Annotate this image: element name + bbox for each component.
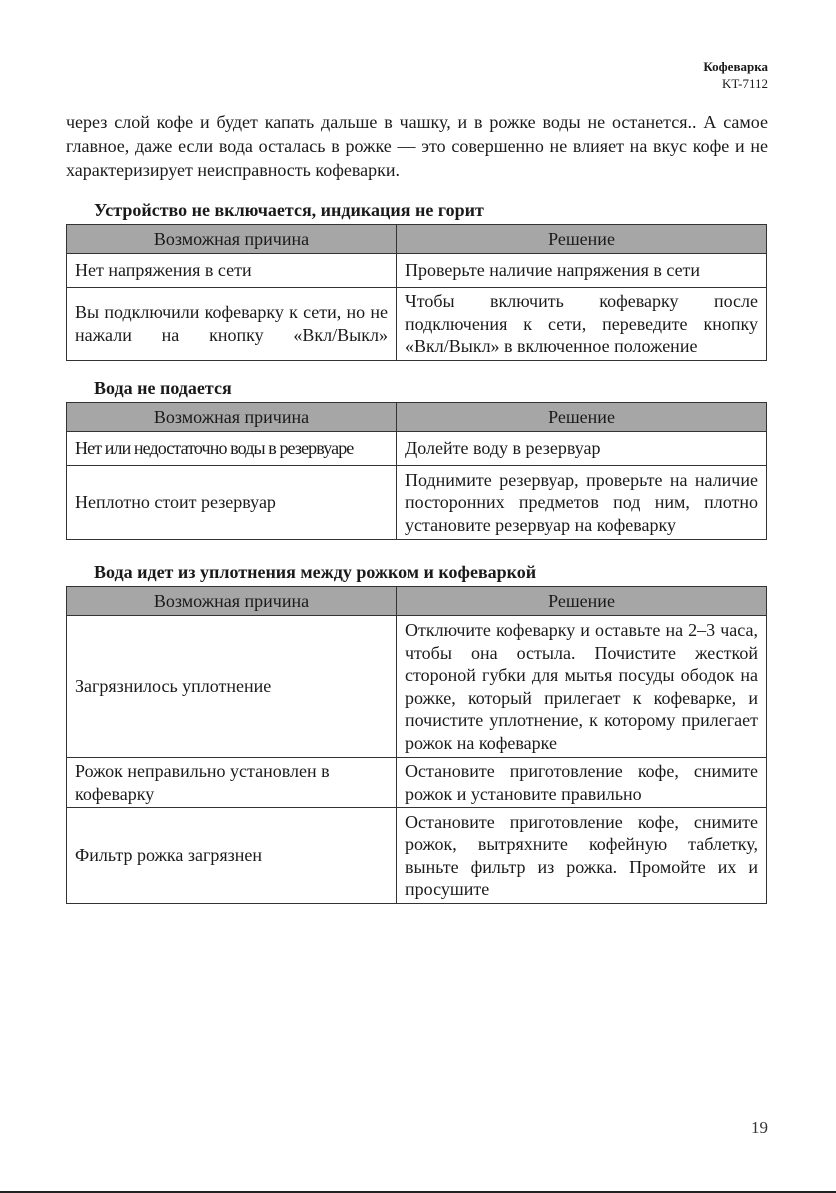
column-header-solution: Решение <box>397 587 767 616</box>
column-header-cause: Возможная причина <box>67 587 397 616</box>
cause-cell: Нет напряжения в сети <box>67 254 397 288</box>
header-brand: Кофеварка <box>703 59 768 74</box>
section-title: Устройство не включается, индикация не горит <box>94 200 484 220</box>
table-header-row <box>67 403 767 432</box>
table-row <box>67 432 767 466</box>
cause-cell: Вы подключили кофеварку к сети, но не нажали на кнопку «Вкл/Выкл» <box>67 288 397 361</box>
cause-cell: Неплотно стоит резервуар <box>67 466 397 540</box>
solution-cell: Чтобы включить кофеварку после подключения к сети, переведите кнопку «Вкл/Выкл» в включенное положение <box>397 288 767 361</box>
table-row <box>67 466 767 540</box>
table-row <box>67 288 767 361</box>
page-header <box>703 58 768 92</box>
troubleshooting-table <box>66 402 767 540</box>
column-header-cause: Возможная причина <box>67 403 397 432</box>
solution-cell: Проверьте наличие напряжения в сети <box>397 254 767 288</box>
column-header-solution: Решение <box>397 225 767 254</box>
section-title: Вода идет из уплотнения между рожком и кофеваркой <box>94 562 537 582</box>
solution-cell: Отключите кофеварку и оставьте на 2–3 часа, чтобы она остыла. Почистите жесткой стороной губки для мытья посуды ободок на рожке, который прилегает к кофеварке, и почистите уплотнение, к которому прилегает рожок на кофеварке <box>397 616 767 758</box>
table-header-row <box>67 587 767 616</box>
solution-cell: Долейте воду в резервуар <box>397 432 767 466</box>
section-title: Вода не подается <box>94 378 232 398</box>
solution-cell: Остановите приготовление кофе, снимите рожок и установите правильно <box>397 758 767 808</box>
page-number: 19 <box>751 1118 768 1137</box>
header-model: KT-7112 <box>722 76 768 91</box>
cause-cell: Фильтр рожка загрязнен <box>67 808 397 904</box>
troubleshooting-table <box>66 586 767 904</box>
table-row <box>67 808 767 904</box>
cause-cell: Рожок неправильно установлен в кофеварку <box>67 758 397 808</box>
troubleshooting-table <box>66 224 767 361</box>
column-header-cause: Возможная причина <box>67 225 397 254</box>
solution-cell: Поднимите резервуар, проверьте на наличие посторонних предметов под ним, плотно установите резервуар на кофеварку <box>397 466 767 540</box>
column-header-solution: Решение <box>397 403 767 432</box>
table-row <box>67 616 767 758</box>
cause-cell: Нет или недостаточно воды в резервуаре <box>67 432 397 466</box>
table-header-row <box>67 225 767 254</box>
cause-cell: Загрязнилось уплотнение <box>67 616 397 758</box>
intro-paragraph: через слой кофе и будет капать дальше в чашку, и в рожке воды не останется.. А самое главное, даже если вода осталась в рожке — это совершенно не влияет на вкус кофе и не характеризирует неисправность кофеварки. <box>66 112 768 180</box>
table-row <box>67 254 767 288</box>
solution-cell: Остановите приготовление кофе, снимите рожок, вытряхните кофейную таблетку, выньте фильтр из рожка. Промойте их и просушите <box>397 808 767 904</box>
table-row <box>67 758 767 808</box>
